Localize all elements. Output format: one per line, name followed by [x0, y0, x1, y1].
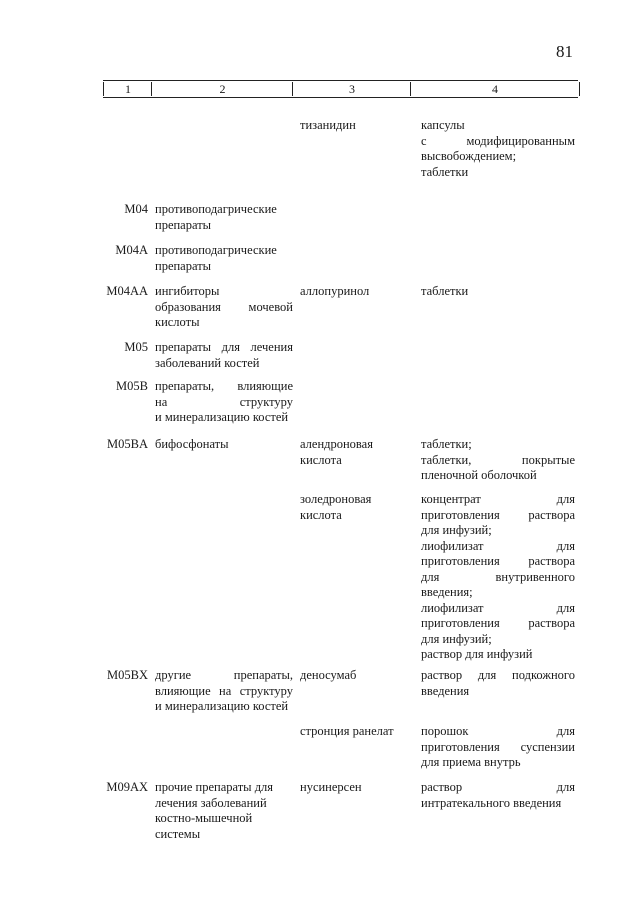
dosage-form	[421, 118, 575, 180]
group-name	[155, 202, 293, 233]
dosage-form-line: для внутривенного	[421, 569, 575, 584]
drug-name-line: деносумаб	[300, 668, 357, 682]
drug-name	[300, 118, 412, 134]
group-name	[155, 437, 293, 453]
dosage-form-line: капсулы	[421, 118, 465, 132]
dosage-form-line: для инфузий;	[421, 523, 492, 537]
group-name-line: и минерализацию костей	[155, 410, 289, 424]
drug-name-line: аллопуринол	[300, 284, 370, 298]
group-name-line: противоподагрические	[155, 202, 277, 216]
dosage-form-line: приготовления раствора	[421, 554, 575, 568]
dosage-form	[421, 492, 575, 663]
group-name-line: препараты, влияющие	[155, 379, 293, 393]
group-name-line: заболеваний костей	[155, 355, 260, 370]
atc-code: M05B	[116, 379, 148, 393]
group-name-line: кислоты	[155, 315, 200, 329]
dosage-form-line: таблетки;	[421, 437, 472, 451]
page-number: 81	[556, 42, 573, 61]
drug-name-line: кислота	[300, 507, 342, 522]
dosage-form-line: для приема внутрь	[421, 755, 521, 769]
dosage-form	[421, 780, 575, 811]
drug-name	[300, 780, 412, 796]
group-name-line: системы	[155, 826, 201, 841]
drug-name-line: алендроновая	[300, 437, 373, 451]
dosage-form-line: таблетки, покрытые	[421, 452, 575, 467]
dosage-form-line: лиофилизат для	[421, 538, 575, 553]
group-name-line: прочие препараты для	[155, 780, 274, 794]
dosage-form	[421, 724, 575, 771]
dosage-form-line: для инфузий;	[421, 631, 492, 646]
dosage-form-line: приготовления суспензии	[421, 739, 575, 754]
drug-name-line: кислота	[300, 452, 342, 467]
dosage-form-line: приготовления раствора	[421, 616, 575, 630]
drug-name-line: золедроновая	[300, 492, 372, 506]
atc-code: M05BX	[107, 668, 148, 682]
group-name-line: другие препараты,	[155, 668, 293, 682]
dosage-form-line: приготовления раствора	[421, 507, 575, 522]
group-name	[155, 284, 293, 331]
header-col-1: 1	[103, 82, 152, 96]
dosage-form-line: интратекального введения	[421, 795, 562, 810]
dosage-form-line: таблетки	[421, 164, 469, 179]
drug-name-line: нусинерсен	[300, 780, 362, 794]
drug-name-line: тизанидин	[300, 118, 356, 132]
dosage-form-line: лиофилизат для	[421, 600, 575, 615]
atc-code: M04A	[115, 243, 148, 257]
dosage-form-line: высвобождением;	[421, 149, 517, 163]
dosage-form-line: пленочной оболочкой	[421, 468, 537, 482]
header-col-4: 4	[410, 82, 580, 96]
drug-name	[300, 668, 412, 684]
group-name-line: препараты	[155, 258, 212, 273]
group-name-line: и минерализацию костей	[155, 699, 289, 713]
group-name-line: препараты	[155, 217, 212, 232]
group-name-line: лечения заболеваний	[155, 795, 267, 810]
dosage-form-line: введения;	[421, 585, 473, 599]
dosage-form	[421, 437, 575, 484]
atc-code: M04AA	[106, 284, 148, 298]
dosage-form-line: раствор для	[421, 780, 575, 794]
table-header	[103, 80, 578, 98]
group-name-line: образования мочевой	[155, 299, 293, 314]
group-name	[155, 668, 293, 715]
group-name	[155, 379, 293, 426]
header-col-3: 3	[292, 82, 411, 96]
atc-code: M05	[124, 340, 148, 354]
dosage-form-line: раствор для подкожного	[421, 668, 575, 682]
group-name-line: препараты для лечения	[155, 340, 293, 354]
group-name-line: на структуру	[155, 394, 293, 409]
drug-name	[300, 492, 412, 523]
group-name-line: влияющие на структуру	[155, 683, 293, 698]
drug-name	[300, 724, 412, 740]
group-name-line: ингибиторы	[155, 284, 220, 298]
header-col-2: 2	[151, 82, 293, 96]
drug-name-line: стронция ранелат	[300, 724, 394, 738]
atc-code: M05BA	[107, 437, 148, 451]
dosage-form-line: концентрат для	[421, 492, 575, 506]
dosage-form	[421, 284, 575, 300]
dosage-form-line: таблетки	[421, 284, 469, 298]
dosage-form-line: с модифицированным	[421, 133, 575, 148]
group-name-line: бифосфонаты	[155, 437, 229, 451]
group-name-line: костно-мышечной	[155, 811, 253, 825]
group-name	[155, 340, 293, 371]
group-name-line: противоподагрические	[155, 243, 277, 257]
dosage-form-line: раствор для инфузий	[421, 647, 533, 661]
atc-code: M09AX	[106, 780, 148, 794]
drug-name	[300, 437, 412, 468]
atc-code: M04	[124, 202, 148, 216]
dosage-form-line: введения	[421, 683, 470, 698]
drug-name	[300, 284, 412, 300]
dosage-form	[421, 668, 575, 699]
group-name	[155, 243, 293, 274]
group-name	[155, 780, 293, 842]
dosage-form-line: порошок для	[421, 724, 575, 738]
